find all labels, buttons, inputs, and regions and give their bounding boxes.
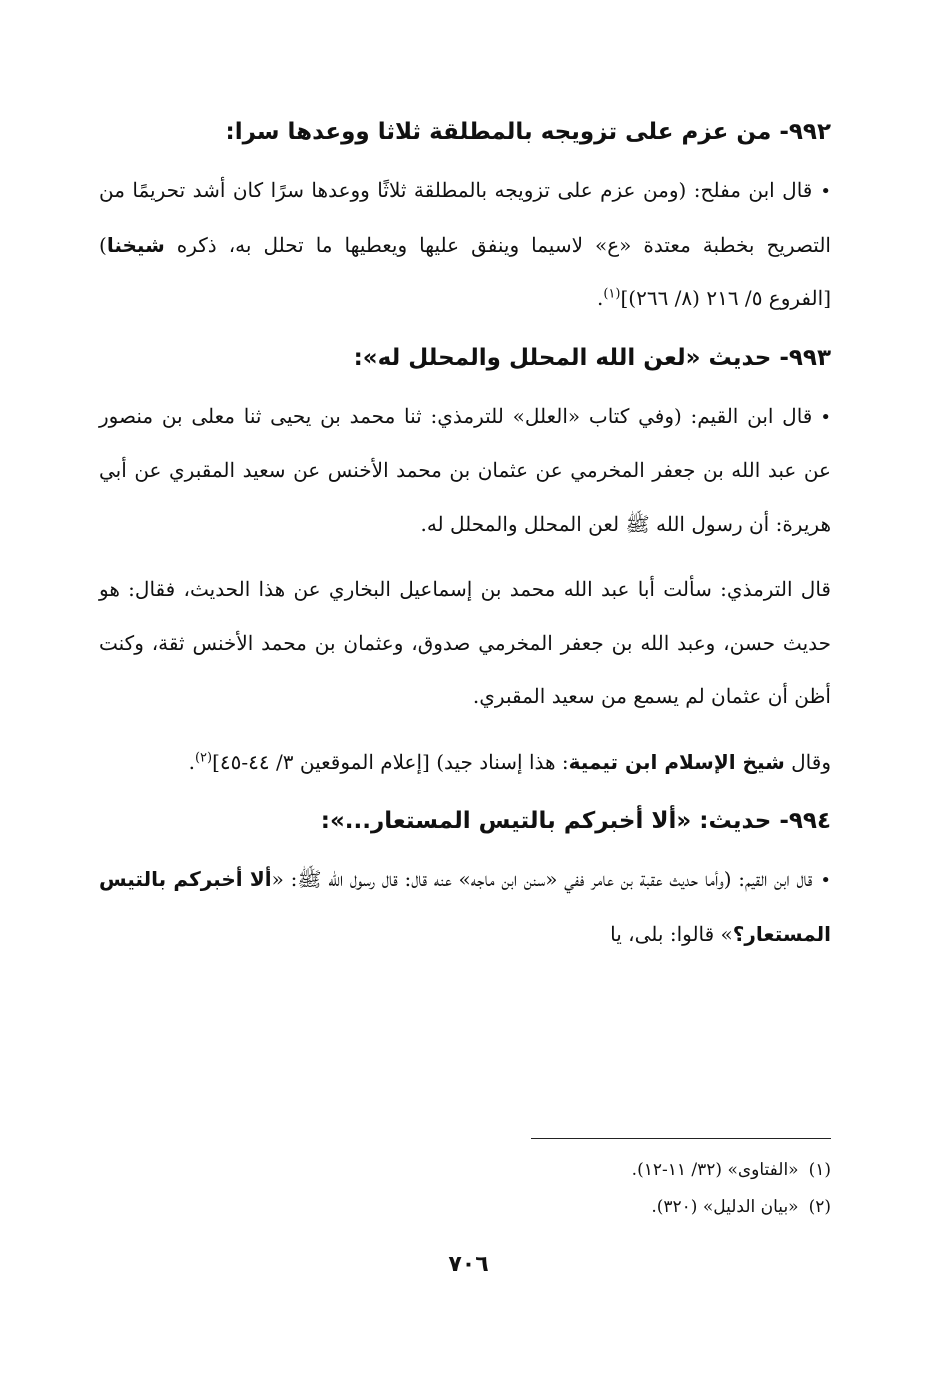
footnote-1 (99, 1152, 831, 1189)
footnote-ref-1[interactable]: (١) (603, 286, 621, 302)
footnotes (99, 1152, 831, 1226)
entry-993-paragraph-3 (99, 736, 831, 790)
bullet-icon: • (820, 870, 831, 891)
entry-heading-994: ٩٩٤- حديث: «ألا أخبركم بالتيس المستعار...»: (320, 808, 831, 834)
entry-heading-993: ٩٩٣- حديث «لعن الله المحلل والمحلل له»: (353, 344, 831, 371)
entry-heading-992: ٩٩٢- من عزم على تزويجه بالمطلقة ثلاثا ووعدها سرا: (225, 119, 831, 145)
entry-993-paragraph-2 (99, 563, 831, 724)
footnote-ref-2[interactable]: (٢) (194, 749, 213, 765)
page-number: ٧٠٦ (448, 1252, 489, 1277)
bullet-icon: • (820, 181, 831, 202)
entry-993-paragraph-1 (99, 390, 831, 552)
paragraph-text: قال ابن القيم: (وفي كتاب «العلل» للترمذي: ثنا محمد بن يحيى ثنا معلى بن منصور عن عبد الله بن جعفر المخرمي عن عثمان بن محمد الأخنس عن سعيد المقبري عن أبي هريرة: أن رسول الله ﷺ لعن المحلل والمحلل له. (99, 403, 831, 536)
footnote-text: «بيان الدليل» (٣٢٠). (651, 1197, 799, 1217)
footnote-2 (99, 1189, 831, 1226)
paragraph-text-after: : هذا إسناد جيد) [إعلام الموقعين ٣/ ٤٤-٤٥] (212, 749, 569, 774)
entry-992-paragraph-1 (99, 164, 831, 326)
paragraph-text: وقال (784, 749, 831, 774)
paragraph-end: . (188, 749, 195, 774)
paragraph-text-after: ) [الفروع ٥/ ٢١٦ (٨/ ٢٦٦)] (99, 232, 831, 310)
entry-994-paragraph-1 (99, 853, 831, 961)
emphasis-text: شيخنا (106, 232, 165, 257)
paragraph-text: قال ابن القيم: (وأما حديث عقبة بن عامر ففي «سنن ابن ماجه» عنه قال: قال رسول الله ﷺ: « (271, 867, 813, 891)
footnote-number: (١) (808, 1160, 831, 1180)
emphasis-text: شيخ الإسلام ابن تيمية (568, 749, 785, 774)
footnote-divider (531, 1138, 831, 1139)
paragraph-text: قال الترمذي: سألت أبا عبد الله محمد بن إسماعيل البخاري عن هذا الحديث، فقال: هو حديث حسن، وعبد الله بن جعفر المخرمي صدوق، وعثمان بن محمد الأخنس ثقة، وكنت أظن أن عثمان لم يسمع من سعيد المقبري. (99, 577, 832, 708)
paragraph-end: . (596, 286, 604, 310)
emphasis-text: ألا أخبركم بالتيس المستعار؟ (99, 867, 831, 946)
bullet-icon: • (820, 406, 831, 428)
paragraph-text: قال ابن مفلح: (ومن عزم على تزويجه بالمطلقة ثلاثًا ووعدها سرًا كان أشد تحريمًا من التصريح بخطبة معتدة «ع» لاسيما وينفق عليها ويعطيها ما تحلل به، ذكره (99, 178, 831, 257)
footnote-number: (٢) (808, 1197, 831, 1217)
paragraph-text-after: » قالوا: بلى، يا (610, 921, 733, 946)
main-text (99, 112, 831, 973)
footnote-text: «الفتاوى» (٣٢/ ١١-١٢). (631, 1160, 799, 1180)
